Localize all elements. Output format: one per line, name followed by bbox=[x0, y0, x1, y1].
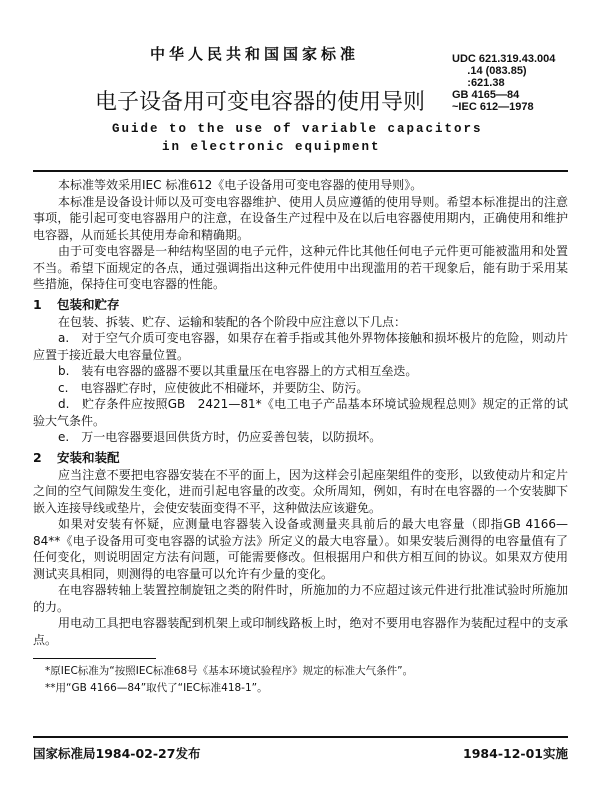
udc-code: UDC 621.319.43.004 bbox=[452, 53, 556, 65]
footnote: *原IEC标准为“按照IEC标准68号《基本环境试验程序》规定的标准大气条件”。 bbox=[45, 665, 414, 677]
english-title-line-1: Guide to the use of variable capacitors bbox=[112, 122, 483, 136]
section-paragraph: 在电容器转轴上装置控制旋钮之类的附件时，所施加的力不应超过该元件进行批准试验时所施加的力。 bbox=[33, 583, 568, 614]
gb-code: GB 4165—84 bbox=[452, 89, 520, 101]
list-item: c. 电容器贮存时，应使彼此不相碰坏，并要防尘、防污。 bbox=[58, 380, 369, 395]
section-heading: 2 安装和装配 bbox=[33, 449, 120, 465]
iec-code: ~IEC 612—1978 bbox=[452, 101, 534, 113]
udc-code: :621.38 bbox=[452, 77, 505, 89]
intro-paragraph: 由于可变电容器是一种结构坚固的电子元件，这种元件比其他任何电子元件更可能被滥用和处置不当。希望下面规定的各点，通过强调指出这种元件使用中出现滥用的若干现象后，能有助于采用某些措施，保持住可变电容器的性能。 bbox=[33, 244, 568, 291]
section-paragraph: 在包装、拆装、贮存、运输和装配的各个阶段中应注意以下几点： bbox=[58, 314, 407, 329]
intro-paragraph: 本标准等效采用IEC 标准612《电子设备用可变电容器的使用导则》。 bbox=[58, 178, 423, 192]
udc-code: .14 (083.85) bbox=[452, 65, 527, 77]
list-item: e. 万一电容器要退回供货方时，仍应妥善包装，以防损坏。 bbox=[58, 430, 382, 444]
section-paragraph: 应当注意不要把电容器安装在不平的面上，因为这样会引起座架组件的变形，以致使动片和定片之间的空气间隙发生变化，进而引起电容量的改变。众所周知，例如，有时在电容器的一个安装脚下嵌入连接导线或垫片，会使安装面变得不平，这种做法应该避免。 bbox=[33, 467, 568, 515]
classification-codes bbox=[452, 53, 555, 113]
document-body bbox=[33, 177, 568, 648]
footer-rule bbox=[33, 736, 568, 738]
footnotes bbox=[45, 663, 413, 697]
english-title-line-2: in electronic equipment bbox=[162, 140, 381, 154]
footnote: **用“GB 4166—84”取代了“IEC标准418-1”。 bbox=[45, 682, 268, 694]
list-item: b. 装有电容器的盛器不要以其重量压在电容器上的方式相互垒迭。 bbox=[58, 364, 418, 378]
list-item: a. 对于空气介质可变电容器，如果存在着手指或其他外界物体接触和损坏极片的危险，则动片应置于接近最大电容量位置。 bbox=[33, 331, 568, 362]
section-heading: 1 包装和贮存 bbox=[33, 296, 120, 312]
intro-paragraph: 本标准是设备设计师以及可变电容器维护、使用人员应遵循的使用导则。希望本标准提出的注意事项，能引起可变电容器用户的注意，在设备生产过程中及在以后电容器使用期内，正确使用和维护电容器，从而延长其使用寿命和精确期。 bbox=[33, 194, 568, 242]
national-standard-label: 中华人民共和国国家标准 bbox=[150, 45, 360, 63]
footnote-rule bbox=[33, 658, 156, 659]
section-paragraph: 如果对安装有怀疑，应测量电容器装入设备或测量夹具前后的最大电容量（即指GB 4166—84**《电子设备用可变电容器的试验方法》所定义的最大电容量）。如果安装后测得的电容量值有了任何变化，则说明固定方法有问题，可能需要修改。但根据用户和供方相互间的协议。如果双方使用测试夹具相同，则测得的电容量可以允许有少量的变化。 bbox=[33, 517, 568, 581]
header-rule bbox=[33, 170, 568, 172]
effective-date: 1984-12-01实施 bbox=[463, 746, 568, 761]
issue-date: 国家标准局1984-02-27发布 bbox=[33, 746, 201, 761]
list-item: d. 贮存条件应按照GB 2421—81*《电工电子产品基本环境试验规程总则》规定的正常的试验大气条件。 bbox=[33, 397, 568, 428]
document-title: 电子设备用可变电容器的使用导则 bbox=[95, 90, 426, 115]
section-paragraph: 用电动工具把电容器装配到机架上或印制线路板上时，绝对不要用电容器作为装配过程中的支承点。 bbox=[33, 616, 568, 647]
